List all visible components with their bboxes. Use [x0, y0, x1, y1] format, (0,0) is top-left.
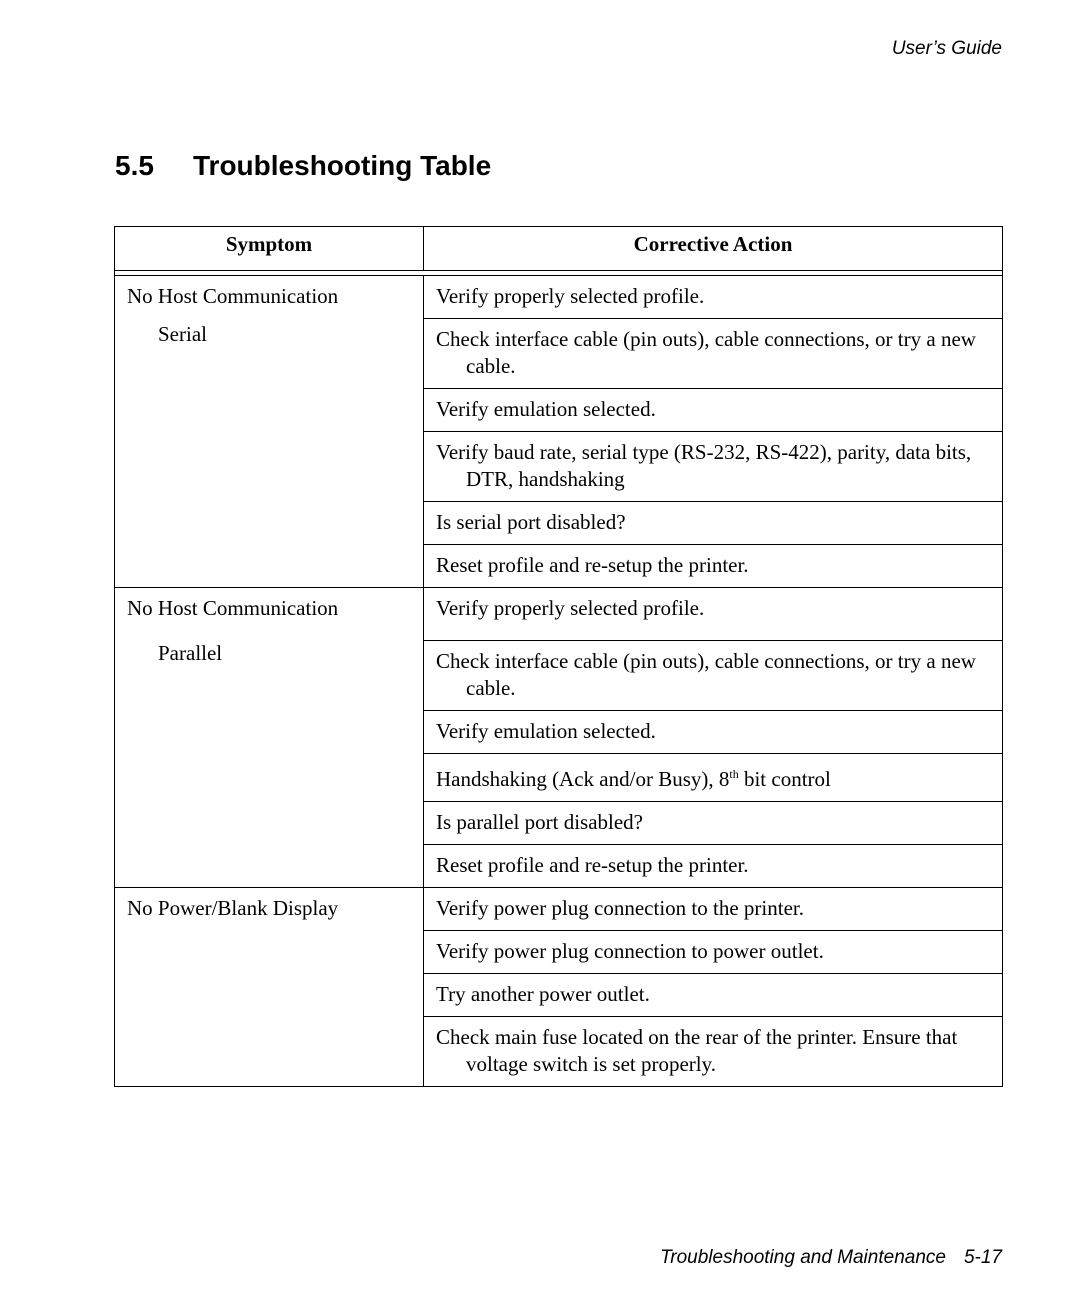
symptom-cell: [115, 276, 424, 587]
table-header-row: [115, 227, 1002, 271]
action-item: Try another power outlet.: [424, 973, 1002, 1016]
action-item: Is serial port disabled?: [424, 501, 1002, 544]
running-footer: [660, 1247, 1002, 1269]
header-corrective-action: Corrective Action: [633, 232, 793, 256]
table-group-parallel: [115, 587, 1002, 887]
action-item: Reset profile and re-setup the printer.: [424, 544, 1002, 587]
symptom-subtext: Parallel: [158, 641, 223, 665]
section-number: 5.5: [115, 150, 154, 181]
action-item: Verify power plug connection to power outlet.: [424, 930, 1002, 973]
footer-section-name: Troubleshooting and Maintenance: [660, 1247, 946, 1268]
table-group-power: [115, 887, 1002, 1086]
symptom-subtext: Serial: [158, 322, 207, 346]
action-item: Verify emulation selected.: [424, 710, 1002, 753]
actions-cell: [424, 276, 1002, 587]
running-header: User’s Guide: [891, 38, 1002, 59]
symptom-cell: [115, 888, 424, 1086]
page-number: 5-17: [963, 1247, 1002, 1268]
handshake-tail: bit control: [738, 767, 831, 791]
action-item: [424, 753, 1002, 801]
symptom-text: No Host Communication: [127, 284, 339, 308]
action-item: Is parallel port disabled?: [424, 801, 1002, 844]
symptom-cell: [115, 588, 424, 887]
table-group-serial: [115, 275, 1002, 587]
symptom-text: No Host Communication: [127, 596, 339, 620]
actions-cell: [424, 888, 1002, 1086]
actions-cell: [424, 588, 1002, 887]
action-item: Reset profile and re-setup the printer.: [424, 844, 1002, 887]
section-heading: [115, 150, 491, 182]
action-item: Check interface cable (pin outs), cable connections, or try a new cable.: [424, 318, 1002, 388]
action-item: Verify properly selected profile.: [436, 596, 705, 620]
ordinal-suffix: th: [729, 767, 739, 781]
handshake-text: Handshaking (Ack and/or Busy), 8: [436, 767, 730, 791]
action-item: Verify emulation selected.: [424, 388, 1002, 431]
troubleshooting-table: [114, 226, 1003, 1087]
symptom-text: No Power/Blank Display: [127, 896, 339, 920]
action-item: Verify properly selected profile.: [436, 284, 705, 308]
header-symptom: Symptom: [115, 227, 424, 270]
section-title: Troubleshooting Table: [193, 150, 492, 181]
action-item: Verify baud rate, serial type (RS-232, RS-422), parity, data bits, DTR, handshaking: [424, 431, 1002, 501]
action-item: Check interface cable (pin outs), cable connections, or try a new cable.: [424, 640, 1002, 710]
action-item: Check main fuse located on the rear of the printer. Ensure that voltage switch is set properly.: [424, 1016, 1002, 1086]
action-item: Verify power plug connection to the printer.: [436, 896, 804, 920]
